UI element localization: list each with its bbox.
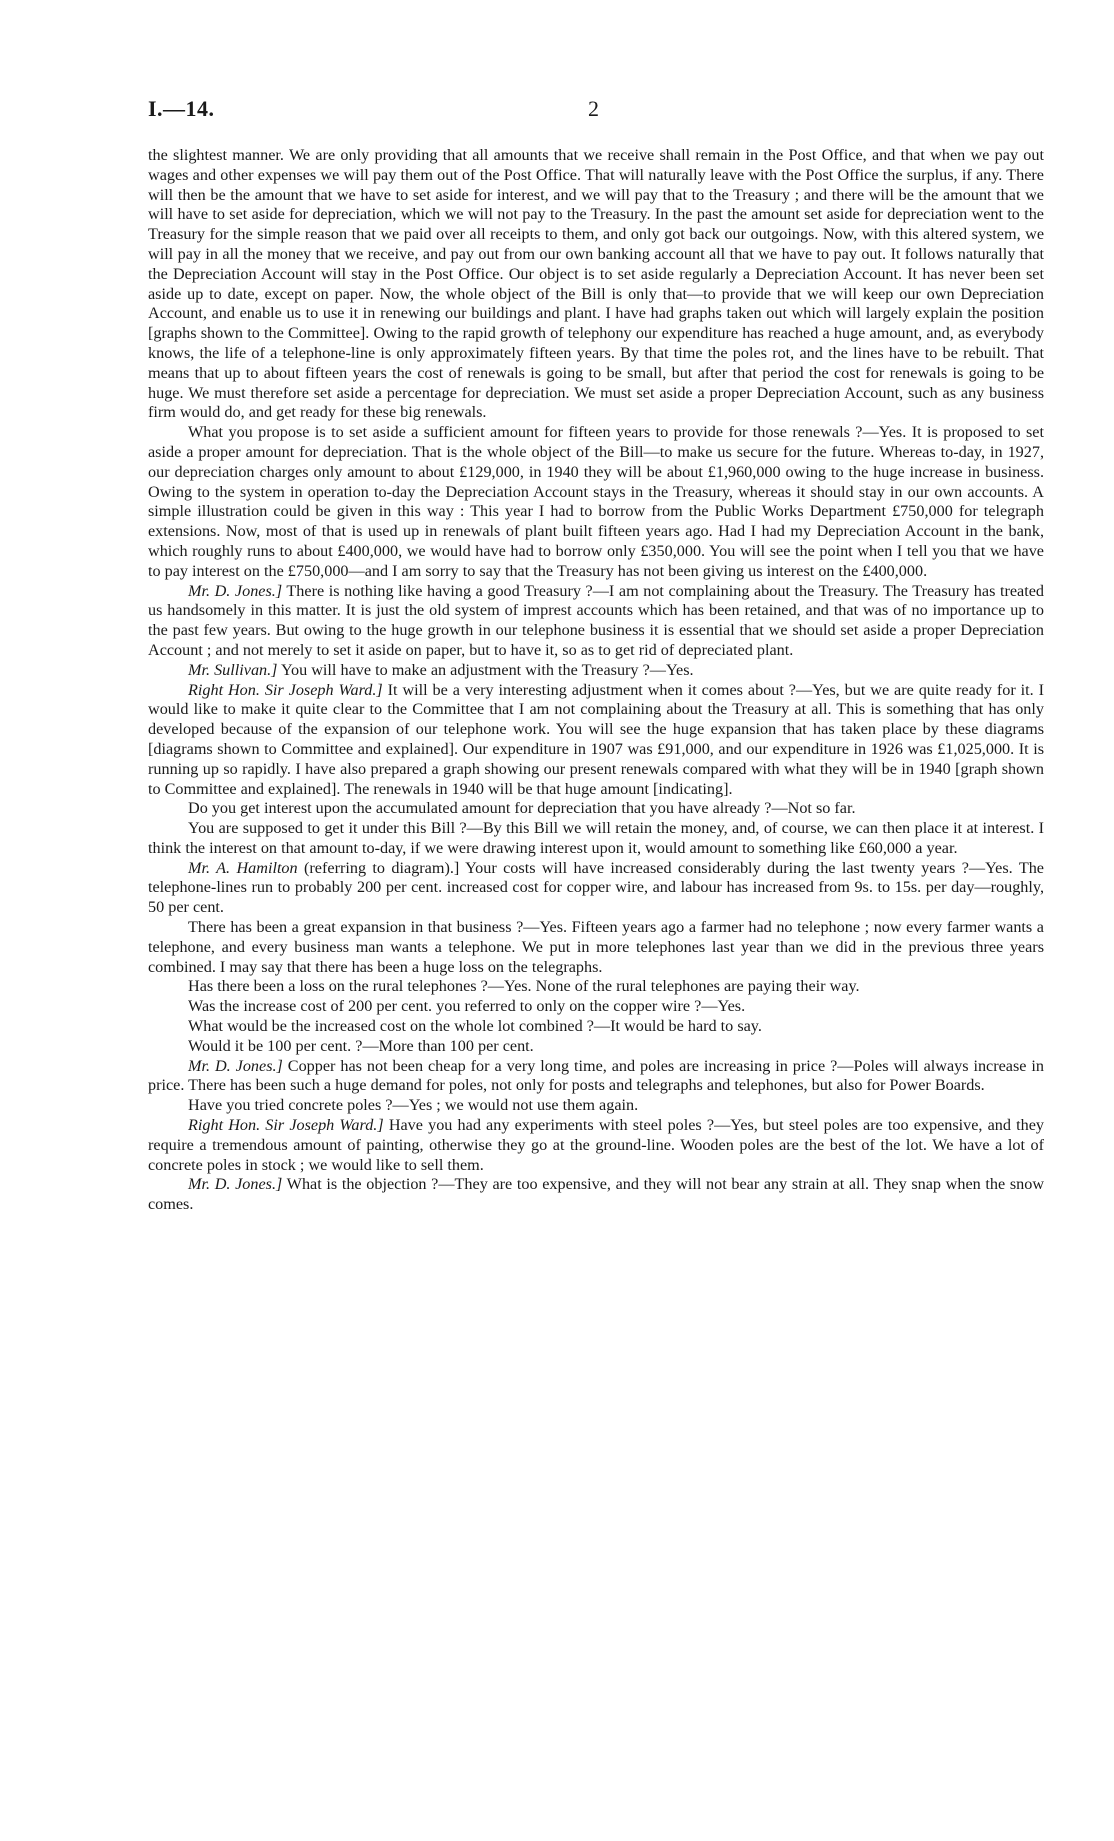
- paragraph: [148, 799, 1044, 819]
- paragraph: [148, 859, 1044, 918]
- paragraph-text: the slightest manner. We are only providing that all amounts that we receive shall remain in the Post Office, and that when we pay out wages and other expenses we will pay them out of the Post Office. That will naturally leave with the Post Office the surplus, if any. There will then be the amount that we have to set aside for interest, and we will pay that to the Treasury ; and there will be the amount that we will have to set aside for depreciation, which we will not pay to the Treasury. In the past the amount set aside for depreciation went to the Treasury for the simple reason that we paid over all receipts to them, and only got back our outgoings. Now, with this altered system, we will pay in all the money that we receive, and pay out from our own banking account all that we have to pay out. It follows naturally that the Depreciation Account will stay in the Post Office. Our object is to set aside regularly a Depreciation Account. It has never been set aside up to date, except on paper. Now, the whole object of the Bill is only that—to provide that we will keep our own Depreciation Account, and enable us to use it in renewing our buildings and plant. I have had graphs taken out which will largely explain the position [graphs shown to the Committee]. Owing to the rapid growth of telephony our expenditure has reached a huge amount, and, as everybody knows, the life of a telephone-line is only approximately fifteen years. By that time the poles rot, and the lines have to be rebuilt. That means that up to about fifteen years the cost of renewals is going to be small, but after that period the cost for renewals is going to be huge. We must therefore set aside a percentage for depreciation. We must set aside a proper Depreciation Account, such as any business firm would do, and get ready for these big renewals.: [148, 146, 1044, 422]
- paragraph-text: Do you get interest upon the accumulated amount for depreciation that you have already ?—Not so far.: [188, 799, 856, 818]
- paragraph: [148, 681, 1044, 800]
- paragraph-text: You are supposed to get it under this Bill ?—By this Bill we will retain the money, and, of course, we can then place it at interest. I think the interest on that amount to-day, if we were drawing interest upon it, would amount to something like £60,000 a year.: [148, 819, 1044, 857]
- paragraph: [148, 1017, 1044, 1037]
- paragraph-text: Have you tried concrete poles ?—Yes ; we would not use them again.: [188, 1096, 639, 1115]
- paragraph-text: What would be the increased cost on the whole lot combined ?—It would be hard to say.: [188, 1017, 762, 1036]
- paragraph: [148, 1096, 1044, 1116]
- paragraph-text: Would it be 100 per cent. ?—More than 100 per cent.: [188, 1036, 534, 1055]
- paragraph: [148, 423, 1044, 581]
- speaker-label: Mr. D. Jones.]: [188, 581, 283, 600]
- speaker-label: Mr. A. Hamilton: [188, 858, 298, 877]
- paragraph-text: What is the objection ?—They are too expensive, and they will not bear any strain at all. They snap when the snow comes.: [148, 1175, 1045, 1214]
- speaker-label: Mr. D. Jones.]: [188, 1175, 283, 1194]
- paragraph: [148, 977, 1044, 997]
- paragraph: [148, 1057, 1044, 1097]
- paragraph: [148, 819, 1044, 859]
- paragraph-text: Copper has not been cheap for a very long time, and poles are increasing in price ?—Poles will always increase in price. There has been such a huge demand for poles, not only for posts and telegraphs and telephones, but also for Power Boards.: [148, 1056, 1045, 1095]
- paragraph-text: There has been a great expansion in that business ?—Yes. Fifteen years ago a farmer had no telephone ; now every farmer wants a telephone, and every business man wants a telephone. We put in more telephones last year than we did in the previous three years combined. I may say that there has been a huge loss on the telegraphs.: [148, 918, 1044, 976]
- paragraph: [148, 582, 1044, 661]
- paragraph: [148, 997, 1044, 1017]
- speaker-label: Mr. D. Jones.]: [188, 1056, 283, 1075]
- paragraph: [148, 1037, 1044, 1057]
- paragraph-text: (referring to diagram).] Your costs will have increased considerably during the last twenty years ?—Yes. The telephone-lines run to probably 200 per cent. increased cost for copper wire, and labour has increased from 9s. to 15s. per day—roughly, 50 per cent.: [148, 858, 1044, 917]
- page-number: 2: [588, 96, 599, 121]
- paragraph: [148, 918, 1044, 977]
- paragraph-text: What you propose is to set aside a sufficient amount for fifteen years to provide for those renewals ?—Yes. It is proposed to set aside a proper amount for depreciation. That is the whole object of the Bill—to make us secure for the future. Whereas to-day, in 1927, our depreciation charges only amount to about £129,000, in 1940 they will be about £1,960,000 owing to the huge increase in business. Owing to the system in operation to-day the Depreciation Account stays in the Treasury, whereas it should stay in our own accounts. A simple illustration could be given in this way : This year I had to borrow from the Public Works Department £750,000 for telegraph extensions. Now, most of that is used up in renewals of plant built fifteen years ago. Had I had my Depreciation Account in the bank, which roughly runs to about £400,000, we would have had to borrow only £350,000. You will see the point when I tell you that we have to pay interest on the £750,000—and I am sorry to say that the Treasury has not been giving us interest on the £400,000.: [148, 423, 1044, 580]
- speaker-label: Right Hon. Sir Joseph Ward.]: [188, 680, 383, 699]
- paragraph-text: Was the increase cost of 200 per cent. you referred to only on the copper wire ?—Yes.: [188, 997, 746, 1016]
- paragraph: [148, 1175, 1044, 1215]
- paragraph-text: It will be a very interesting adjustment when it comes about ?—Yes, but we are quite ready for it. I would like to make it quite clear to the Committee that I am not complaining about the Treasury at all. This is something that has only developed because of the expansion of our telephone work. You will see the huge expansion that has taken place by these diagrams [diagrams shown to Committee and explained]. Our expenditure in 1907 was £91,000, and our expenditure in 1926 was £1,025,000. It is running up so rapidly. I have also prepared a graph showing our present renewals compared with what they will be in 1940 [graph shown to Committee and explained]. The renewals in 1940 will be that huge amount [indicating].: [148, 680, 1044, 798]
- speaker-label: Mr. Sullivan.]: [188, 660, 278, 679]
- paragraph-text: Has there been a loss on the rural telephones ?—Yes. None of the rural telephones are paying their way.: [188, 977, 860, 996]
- page-header: [148, 96, 1044, 128]
- paragraph: [148, 146, 1044, 423]
- paragraph-text: You will have to make an adjustment with the Treasury ?—Yes.: [280, 660, 694, 679]
- paragraph: [148, 1116, 1044, 1175]
- body-text: [148, 146, 1044, 1215]
- document-id: I.—14.: [148, 96, 215, 121]
- paragraph-text: There is nothing like having a good Treasury ?—I am not complaining about the Treasury. The Treasury has treated us handsomely in this matter. It is just the old system of imprest accounts which has been retained, and that was of no importance up to the past few years. But owing to the huge growth in our telephone business it is essential that we should set aside a proper Depreciation Account ; and not merely to set it aside on paper, but to have it, so as to get rid of depreciated plant.: [148, 581, 1044, 659]
- paragraph: [148, 661, 1044, 681]
- speaker-label: Right Hon. Sir Joseph Ward.]: [188, 1116, 384, 1135]
- paragraph-text: Have you had any experiments with steel poles ?—Yes, but steel poles are too expensive, and they require a tremendous amount of painting, otherwise they go at the ground-line. Wooden poles are the best of the lot. We have a lot of concrete poles in stock ; we would like to sell them.: [148, 1116, 1044, 1174]
